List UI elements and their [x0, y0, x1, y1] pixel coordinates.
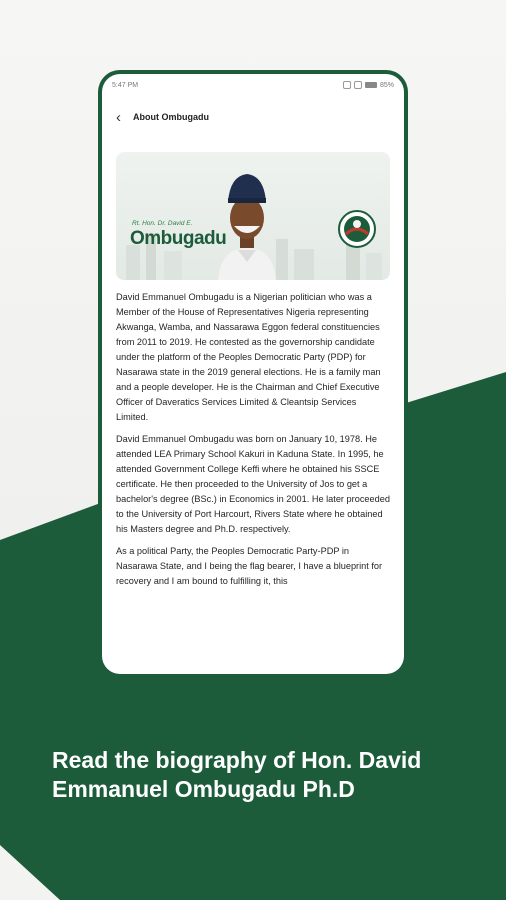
biography-paragraph: As a political Party, the Peoples Democratic Party-PDP in Nasarawa State, and I being the flag bearer, I have a blueprint for recovery and I am bound to fulfilling it, this	[116, 546, 383, 586]
party-logo	[338, 210, 376, 248]
page-title: About Ombugadu	[133, 112, 209, 122]
promo-caption: Read the biography of Hon. David Emmanuel Ombugadu Ph.D	[52, 747, 422, 802]
profile-banner	[116, 152, 390, 280]
status-bar	[102, 74, 404, 96]
battery-level: 85%	[379, 81, 394, 89]
phone-frame	[98, 70, 408, 678]
biography-paragraph: David Emmanuel Ombugadu is a Nigerian politician who was a Member of the House of Representatives Nigeria representing Akwanga, Wamba, and Nassarawa Eggon federal constituencies from 2011 to 2019. He contested as the governorship candidate under the platform of the Peoples Democratic Party (PDP) for Nasarawa state in the 2019 general elections. He is a family man and a people developer. He is the Chairman and Chief Executive Officer of Daveratics Services Limited & Cleantsip Services Limited.	[116, 292, 381, 422]
portrait-image	[216, 170, 278, 280]
battery-icon	[365, 82, 377, 88]
banner-subtitle: Rt. Hon. Dr. David E.	[132, 220, 193, 227]
alarm-icon	[343, 81, 351, 89]
status-time: 5:47 PM	[112, 81, 139, 89]
wifi-icon	[354, 81, 362, 89]
app-bar	[102, 96, 404, 138]
banner-name: Ombugadu	[130, 228, 227, 249]
phone-screen	[102, 74, 404, 674]
biography-paragraph: David Emmanuel Ombugadu was born on January 10, 1978. He attended LEA Primary School Kakuri in Kaduna State. In 1995, he attended Government College Keffi where he obtained his SSCE certificate. He then proceeded to the University of Jos to get a bachelor's degree (BSc.) in Economics in 2001. He later proceeded to the University of Port Harcourt, Rivers State where he obtained his Masters degree and Ph.D. respectively.	[116, 434, 390, 534]
back-arrow-icon[interactable]: ‹	[116, 108, 121, 126]
biography-text	[102, 280, 404, 589]
